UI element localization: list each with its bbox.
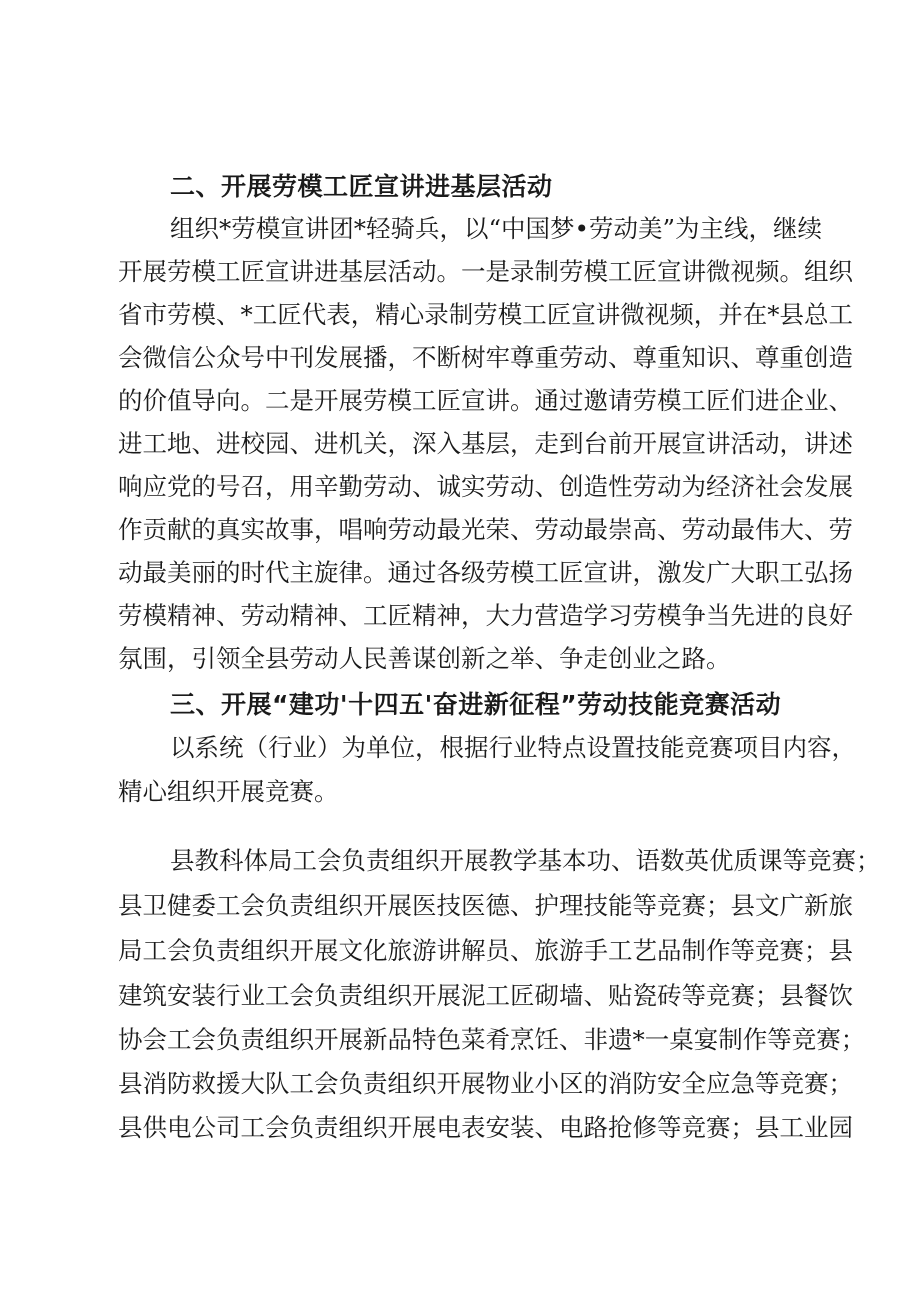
paragraph-line: 组织*劳模宣讲团*轻骑兵，以“中国梦•劳动美”为主线，继续 [170,214,822,243]
paragraph-line: 动最美丽的时代主旋律。通过各级劳模工匠宣讲，激发广大职工弘扬 [118,558,853,587]
paragraph-line: 省市劳模、*工匠代表，精心录制劳模工匠宣讲微视频，并在*县总工 [118,300,853,329]
paragraph-line: 开展劳模工匠宣讲进基层活动。一是录制劳模工匠宣讲微视频。组织 [118,257,853,286]
paragraph-line: 劳模精神、劳动精神、工匠精神，大力营造学习劳模争当先进的良好 [118,601,853,630]
paragraph-line: 精心组织开展竞赛。 [118,777,339,806]
paragraph-line: 氛围，引领全县劳动人民善谋创新之举、争走创业之路。 [118,644,731,673]
paragraph-line: 会微信公众号中刊发展播，不断树牢尊重劳动、尊重知识、尊重创造 [118,343,853,372]
paragraph-line: 县卫健委工会负责组织开展医技医德、护理技能等竞赛；县文广新旅 [118,891,853,920]
paragraph-line: 协会工会负责组织开展新品特色菜肴烹饪、非遗*一桌宴制作等竞赛； [118,1025,866,1054]
paragraph-line: 以系统（行业）为单位，根据行业特点设置技能竞赛项目内容， [170,733,856,762]
paragraph-line: 进工地、进校园、进机关，深入基层，走到台前开展宣讲活动，讲述 [118,429,853,458]
paragraph-line: 县供电公司工会负责组织开展电表安装、电路抢修等竞赛；县工业园 [118,1113,853,1142]
paragraph-line: 作贡献的真实故事，唱响劳动最光荣、劳动最崇高、劳动最伟大、劳 [118,515,853,544]
section-heading-3: 三、开展“建功'十四五'奋进新征程”劳动技能竞赛活动 [170,690,782,719]
section-heading-2: 二、开展劳模工匠宣讲进基层活动 [170,172,553,201]
paragraph-line: 响应党的号召，用辛勤劳动、诚实劳动、创造性劳动为经济社会发展 [118,472,853,501]
paragraph-line: 局工会负责组织开展文化旅游讲解员、旅游手工艺品制作等竞赛；县 [118,936,853,965]
paragraph-line: 建筑安装行业工会负责组织开展泥工匠砌墙、贴瓷砖等竞赛；县餐饮 [118,981,853,1010]
paragraph-line: 的价值导向。二是开展劳模工匠宣讲。通过邀请劳模工匠们进企业、 [118,386,853,415]
paragraph-line: 县教科体局工会负责组织开展教学基本功、语数英优质课等竞赛； [170,846,881,875]
paragraph-line: 县消防救援大队工会负责组织开展物业小区的消防安全应急等竞赛； [118,1069,853,1098]
